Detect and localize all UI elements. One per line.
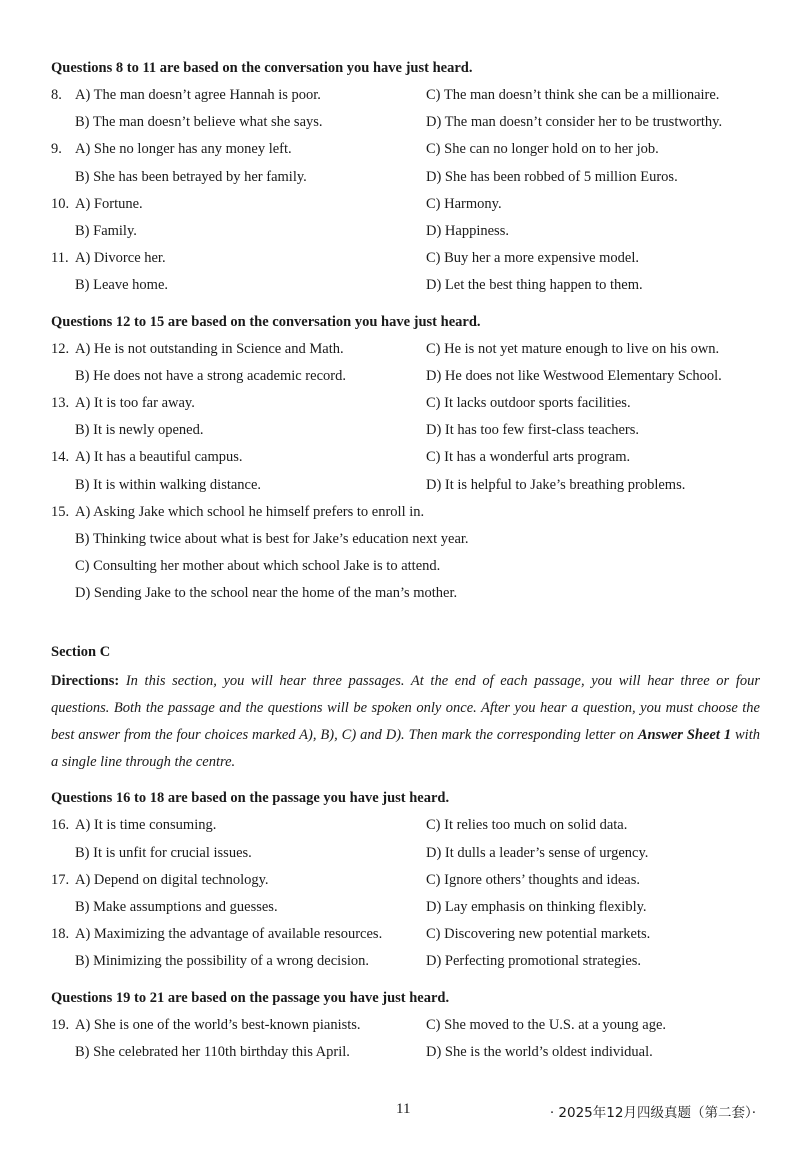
option-b: B) Leave home. [75,277,169,294]
option-c: C) She can no longer hold on to her job. [426,141,659,158]
option-b: B) It is within walking distance. [75,476,262,493]
option-b: B) Minimizing the possibility of a wrong decision. [75,953,370,970]
option-b: B) It is newly opened. [75,422,204,439]
option-c: C) Buy her a more expensive model. [426,250,640,267]
option-d: D) It has too few first-class teachers. [426,422,639,439]
option-d: D) She has been robbed of 5 million Euros. [426,168,678,185]
question-13 [51,390,760,444]
question-12 [51,336,760,390]
question-19 [51,1012,760,1066]
option-d: D) Perfecting promotional strategies. [426,953,642,970]
option-c: C) Ignore others’ thoughts and ideas. [426,871,640,888]
question-number: 16. [51,817,70,834]
option-c: C) He is not yet mature enough to live on his own. [426,340,720,357]
option-a: A) It is too far away. [75,395,195,412]
question-8 [51,82,760,136]
option-a: A) Asking Jake which school he himself prefers to enroll in. [75,503,425,520]
exam-source-label: · 2025年12月四级真题（第二套）· [549,1105,756,1121]
option-a: A) The man doesn’t agree Hannah is poor. [75,87,321,103]
question-group-19-21 [51,988,760,1066]
option-d: D) Lay emphasis on thinking flexibly. [426,899,647,916]
option-c: C) Harmony. [426,195,502,212]
group-heading: Questions 19 to 21 are based on the passage you have just heard. [51,989,450,1006]
option-c: C) She moved to the U.S. at a young age. [426,1016,667,1033]
option-c: C) It relies too much on solid data. [426,817,628,834]
group-heading: Questions 12 to 15 are based on the conversation you have just heard. [51,313,481,330]
option-d: D) Happiness. [426,223,509,240]
option-a: A) Maximizing the advantage of available resources. [75,926,383,943]
question-number: 11. [51,250,69,267]
question-number: 12. [51,340,70,357]
question-number: 19. [51,1016,70,1033]
option-d: D) She is the world’s oldest individual. [426,1043,653,1060]
option-c: C) Consulting her mother about which school Jake is to attend. [75,558,441,575]
option-a: A) She no longer has any money left. [75,141,292,158]
option-a: A) She is one of the world’s best-known pianists. [75,1016,361,1033]
question-number: 14. [51,449,70,466]
option-d: D) Sending Jake to the school near the home of the man’s mother. [75,585,458,602]
question-number: 8. [51,87,62,103]
option-b: B) The man doesn’t believe what she says. [75,114,323,131]
option-a: A) It has a beautiful campus. [75,449,243,466]
question-number: 10. [51,195,70,212]
question-group-16-18 [51,788,760,975]
option-a: A) Depend on digital technology. [75,871,269,888]
option-a: A) Divorce her. [75,250,166,267]
question-11 [51,245,760,299]
option-b: B) He does not have a strong academic record. [75,367,346,384]
option-d: D) It dulls a leader’s sense of urgency. [426,844,649,861]
option-b: B) Thinking twice about what is best for Jake’s education next year. [75,531,469,548]
directions-paragraph [51,668,760,777]
option-c: C) It has a wonderful arts program. [426,449,631,466]
question-group-8-11 [51,58,760,300]
question-number: 9. [51,141,62,158]
option-d: D) Let the best thing happen to them. [426,277,643,294]
page-number: 11 [396,1101,411,1117]
directions-text: In this section, you will hear three passages. At the end of each passage, you will hear three or four questions. Both the passage and the questions will be spoken only once. After you hear a question, you must choose the best answer from the four choices marked A), B), C) and D). Then mark the corresponding letter on [51,672,760,744]
group-heading: Questions 16 to 18 are based on the passage you have just heard. [51,790,450,807]
question-number: 13. [51,395,70,412]
answer-sheet-label: Answer Sheet 1 [637,727,732,744]
option-b: B) She celebrated her 110th birthday this April. [75,1043,350,1060]
group-heading: Questions 8 to 11 are based on the conversation you have just heard. [51,60,473,76]
question-10 [51,191,760,245]
directions-label: Directions: [51,672,120,689]
option-d: D) The man doesn’t consider her to be trustworthy. [426,114,723,131]
question-14 [51,444,760,498]
question-number: 18. [51,926,70,943]
option-b: B) It is unfit for crucial issues. [75,844,252,861]
question-16 [51,812,760,866]
option-a: A) It is time consuming. [75,817,217,834]
option-d: D) He does not like Westwood Elementary School. [426,367,722,384]
option-b: B) She has been betrayed by her family. [75,168,307,185]
option-b: B) Make assumptions and guesses. [75,899,278,916]
question-15 [51,499,760,608]
question-17 [51,867,760,921]
option-a: A) Fortune. [75,195,143,212]
directions-end: with a single line through the centre. [51,727,760,771]
question-9 [51,136,760,190]
option-c: C) Discovering new potential markets. [426,926,651,943]
option-d: D) It is helpful to Jake’s breathing problems. [426,476,686,493]
option-b: B) Family. [75,223,137,240]
question-number: 15. [51,503,70,520]
option-c: C) It lacks outdoor sports facilities. [426,395,631,412]
question-group-12-15 [51,312,760,608]
option-a: A) He is not outstanding in Science and Math. [75,340,344,357]
option-c: C) The man doesn’t think she can be a millionaire. [426,87,720,103]
question-18 [51,921,760,975]
question-number: 17. [51,871,70,888]
section-c-title: Section C [51,643,111,660]
